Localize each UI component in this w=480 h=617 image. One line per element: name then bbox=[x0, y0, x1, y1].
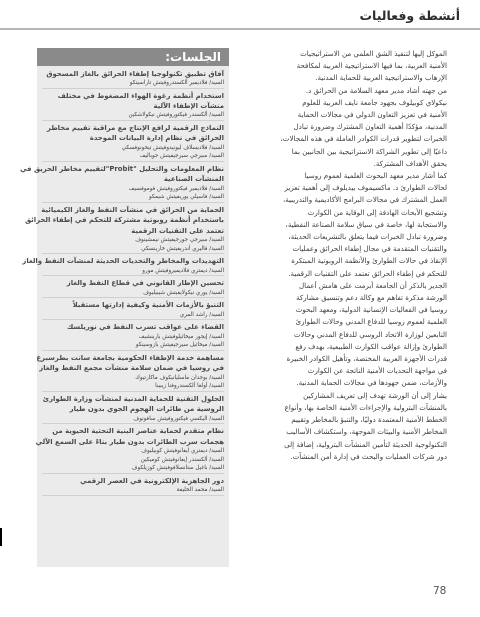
session-item bbox=[24, 205, 224, 254]
speaker-name: السيد/ فلاديمير فيكتوروفيتش فوموفسيف bbox=[128, 185, 224, 192]
session-item bbox=[42, 394, 224, 424]
session-speakers bbox=[42, 236, 224, 255]
session-speakers bbox=[42, 289, 224, 299]
session-title-line: المنشآت الصناعية bbox=[163, 175, 224, 184]
session-speakers bbox=[42, 311, 224, 321]
speaker-name: السيد/ ديمتري فلاديميروفيتش مورو bbox=[142, 267, 224, 274]
article-line: العمل المشترك في مجالات البرامج الأكاديمية والتدريبية، bbox=[282, 195, 447, 205]
speaker-name: السيد/ سيرجي سيرجيفيتش جوباليف bbox=[139, 153, 224, 160]
session-title-line: تعتمد على التقنيات الرقمية bbox=[131, 226, 224, 235]
session-title-line: الحرائق في نظام إدارة البيانات الموحدة bbox=[89, 134, 224, 143]
article-line: التكنولوجية الحديثة لتأمين المنشآت البترولية، إضافة إلى bbox=[284, 439, 447, 449]
sessions-sidebar bbox=[20, 48, 229, 567]
session-speakers bbox=[42, 267, 224, 277]
article-paragraph bbox=[246, 170, 447, 280]
session-title-line: القضاء على عواقب تسرب النفط في نوريلسك bbox=[67, 323, 224, 332]
article-line: الأمنية العربية، بما فيها الاستراتيجية العربية لمكافحة bbox=[296, 61, 447, 71]
article-line: الأمنية في تعزيز التعاون الدولي في مجالات الحماية bbox=[297, 110, 447, 120]
speaker-name: السيد/ إيجور ميخائيلوفيتش بارينشيف bbox=[138, 333, 224, 340]
article-line: يحقق الأهداف المشتركة. bbox=[373, 158, 447, 168]
article-line: للتحكم في إطفاء الحرائق تعتمد على التقنيات الرقمية. bbox=[288, 268, 447, 278]
session-title-line: نظام المعلومات والتحليل "Probit"لتقييم مخاطر الحريق في bbox=[20, 165, 224, 174]
page-number: 78 bbox=[433, 585, 447, 597]
session-item bbox=[42, 300, 224, 320]
speaker-name: السيد/ أولغا ألكسندروفنا زيبينا bbox=[155, 383, 224, 390]
speaker-name: السيد/ بوجدان ماسليانيكوف ماكارتيوك bbox=[135, 374, 224, 381]
session-title bbox=[42, 278, 224, 288]
speaker-name: السيد/ محمد الخليفة bbox=[176, 487, 224, 494]
article-line: الطوارئ وإزالة عواقب الكوارث الطبيعية، بهدف رفع bbox=[295, 341, 447, 351]
speaker-name: السيد/ راشد المري bbox=[179, 311, 224, 318]
sidebar-header bbox=[37, 48, 229, 66]
speaker-name: السيد/ يوري نيكولايفيتش شيبيليوف bbox=[143, 289, 224, 296]
article-line: لحالات الطوارئ د. ماكسيموف بيديلوف إلى أهمية تعزيز bbox=[284, 183, 447, 193]
speaker-name: السيد/ ديمتري ايفانوفيتش كوبيليوف bbox=[141, 447, 224, 454]
session-item bbox=[42, 91, 224, 121]
session-title-line: مساهمة خدمة الإطفاء الحكومية بجامعة سانت بطرسبرغ bbox=[36, 354, 224, 363]
session-item bbox=[35, 426, 224, 474]
session-speakers bbox=[42, 415, 224, 425]
session-item bbox=[22, 256, 224, 276]
session-speakers bbox=[42, 144, 224, 163]
session-title bbox=[36, 353, 224, 373]
speaker-name: السيد/ فلاديسلاف ليونيدوفيتش تيخونوفسكي bbox=[121, 144, 224, 151]
header-rule bbox=[0, 28, 480, 30]
article-paragraph bbox=[246, 85, 447, 170]
session-title bbox=[24, 205, 224, 236]
article-line: والتقنيات المتقدمة في مجال إطفاء الحرائق وعمليات bbox=[292, 244, 447, 254]
article-line: كما أشار مدير معهد البحوث العلمية لعموم روسيا bbox=[304, 171, 447, 181]
session-speakers bbox=[42, 333, 224, 352]
article-line: الخبرات لتطوير قدرات الكوادر العاملة في هذه المجالات، bbox=[280, 134, 447, 144]
session-speakers bbox=[42, 185, 224, 204]
session-title bbox=[42, 476, 224, 486]
session-title-line: نظام متقدم لحماية عناصر البنية التحتية الحيوية من bbox=[52, 427, 224, 436]
speaker-name: السيد/ فاليري أندريفيتش خارينسكي bbox=[141, 245, 224, 252]
session-title-line: تحسين الإطار القانوني في قطاع النفط والغاز bbox=[66, 279, 224, 288]
article-line: روسيا في الفعاليات الإنسانية الدولية، ومعهد البحوث bbox=[295, 305, 447, 315]
session-item bbox=[42, 123, 224, 162]
speaker-name: السيد/ سيرجي جورجيفيتش نيمشينوف bbox=[135, 236, 224, 243]
article-line: الإرهاب والاستراتيجية العربية للحماية المدنية. bbox=[315, 73, 447, 83]
article-paragraph bbox=[246, 280, 447, 390]
session-title-line: الحلول التقنية للحماية المدنية لمنشآت وزارة الطوارئ bbox=[42, 395, 224, 404]
speaker-name: السيد/ فاسيلي يوريفيتش شيمكو bbox=[149, 194, 224, 201]
session-item bbox=[42, 322, 224, 351]
article-line: والاستجابة لها، خاصة في سياق سلامة الصناعة النفطية، bbox=[285, 219, 447, 229]
session-title-line: هجمات سرب الطائرات بدون طيار بناءً على السمع الآلي bbox=[35, 437, 224, 446]
article-line: قدرات الأجهزة العربية المختصة، وتأهيل الكوادر الخبيرة bbox=[286, 354, 447, 364]
session-title bbox=[22, 256, 224, 266]
article-line: وضرورة تبادل الخبرات فيما يتعلق بالتشريعات الحديثة، bbox=[288, 232, 447, 242]
article-line: دور شركات العمليات والبحث في إدارة أمن المنشآت. bbox=[290, 451, 447, 461]
article-line: من جهته أشاد مدير معهد السلامة من الحرائق د. bbox=[305, 85, 447, 95]
article-line: الإنقاذ في حالات الطوارئ والأنظمة الروبوتية المبتكرة bbox=[291, 256, 447, 266]
session-item bbox=[42, 69, 224, 89]
session-title bbox=[42, 123, 224, 143]
speaker-name: السيد/ ألكسندر فيكتوروفيتش نيكولاشكين bbox=[128, 112, 224, 119]
session-title-line: دور الجاهزية الإلكترونية في العصر الرقمي bbox=[80, 477, 224, 486]
article-line: المخاطر الأمنية والبيئات الموجهة، واستكشاف الأساليب bbox=[286, 427, 447, 437]
sidebar-title: الجلسات: bbox=[165, 50, 221, 64]
speaker-name: السيد/ ألكسندر إيفانوفيتش كوميكين bbox=[140, 456, 224, 463]
speaker-name: السيد/ ميخائيل سيرجيفيتش بازوسينكو bbox=[135, 342, 224, 349]
session-title-line: النماذج الرقمية لرافع الإنتاج مع مراقبة تقييم مخاطر bbox=[46, 124, 224, 133]
session-speakers bbox=[42, 447, 224, 474]
session-title bbox=[42, 300, 224, 310]
session-title-line: آفاق تطبيق تكنولوجيا إطفاء الحرائق بالغاز المسحوق bbox=[46, 70, 224, 78]
article-line: نيكولاي كوبيلوف بجهود جامعة نايف العربية للعلوم bbox=[302, 97, 447, 107]
session-speakers bbox=[42, 111, 224, 121]
article-line: المدنية، مؤكدًا أهمية التعاون المشترك وضرورة تبادل bbox=[293, 122, 447, 132]
article-line: والأزمات، ضمن جهودها في مجالات الحماية المدنية. bbox=[296, 378, 447, 388]
session-speakers bbox=[42, 374, 224, 393]
speaker-name: السيد/ فلاديمير ألكسندروفيتش تاراسينكو bbox=[129, 80, 224, 87]
session-item bbox=[42, 278, 224, 298]
binding-mark bbox=[0, 528, 2, 546]
article-line: الجدير بالذكر أن الجامعة أبرمت على هامش أعمال bbox=[299, 280, 447, 290]
session-title-line: استخدام أنظمة رغوة الهواء المضغوط في مختلف bbox=[57, 92, 224, 100]
article-line: وتشجيع الأبحاث الهادفة إلى الوقاية من الكوارث bbox=[307, 207, 447, 217]
session-title-line: الروسية من طائرات الهجوم الجوي بدون طيار bbox=[69, 405, 224, 414]
session-title bbox=[42, 69, 224, 79]
session-title bbox=[42, 394, 224, 414]
session-speakers bbox=[42, 486, 224, 496]
session-title bbox=[42, 322, 224, 332]
speaker-name: السيد/ اليكسي فيكتوروفيتش سافونوف bbox=[133, 415, 224, 422]
article-line: الموكل إليها لتنفيذ الشق العلمي من الاستراتيجيات bbox=[300, 49, 447, 58]
session-title-line: الحماية من الحرائق في منشآت النفط والغاز الكيميائية bbox=[41, 206, 224, 215]
article-paragraph bbox=[246, 48, 447, 85]
session-item bbox=[42, 476, 224, 496]
session-title-line: التنبؤ بالأزمات الأمنية وكيفية إدارتها مستقبلاً bbox=[72, 301, 224, 310]
session-title-line: التهديدات والمخاطر والتحديات الحديثة لمنشآت النفط والغاز bbox=[22, 257, 224, 266]
article-paragraph bbox=[246, 390, 447, 463]
section-title: أنشطة وفعاليات bbox=[359, 8, 460, 23]
session-speakers bbox=[42, 79, 224, 89]
session-item bbox=[36, 353, 224, 392]
speaker-name: السيد/ باغيل ستانسلافوفيتش كوزيلكوف bbox=[131, 465, 224, 472]
session-title bbox=[20, 164, 224, 184]
article-body bbox=[246, 48, 447, 567]
session-title bbox=[42, 91, 224, 111]
article-line: في مواجهة التحديات الأمنية الناتجة عن الكوارث bbox=[307, 366, 447, 376]
article-line: الورشة مذكرة تفاهم مع وكالة دعم وتنسيق مشاركة bbox=[296, 293, 447, 303]
article-line: التابعين لوزارة الاتحاد الروسي للدفاع المدني وحالات bbox=[293, 329, 447, 339]
article-line: العلمية لعموم روسيا للدفاع المدني وحالات الطوارئ bbox=[295, 317, 447, 327]
article-line: بالمنشآت البترولية والإجراءات الأمنية الخاصة بها، وأنواع bbox=[284, 402, 447, 412]
session-title bbox=[35, 426, 224, 446]
session-item bbox=[20, 164, 224, 203]
session-list bbox=[20, 66, 229, 496]
article-line: الخطط الأمنية المعتمدة دوليًا، والتنبؤ بالمخاطر وتقييم bbox=[291, 415, 447, 425]
session-title-line: في روسيا في ضمان سلامة منشآت مجمع النفط والغاز bbox=[39, 364, 224, 373]
session-title-line: باستخدام أنظمة روبوتية مشتركة للتحكم في إطفاء الحرائق bbox=[24, 216, 224, 225]
article-line: داعيًا إلى تطوير الشراكة الاستراتيجية بين الجانبين بما bbox=[291, 146, 447, 156]
article-line: يشار إلى أن الورشة تهدف إلى تعريف المشاركين bbox=[303, 390, 447, 400]
session-title-line: منشآت الإطفاء الآلية bbox=[153, 102, 224, 111]
